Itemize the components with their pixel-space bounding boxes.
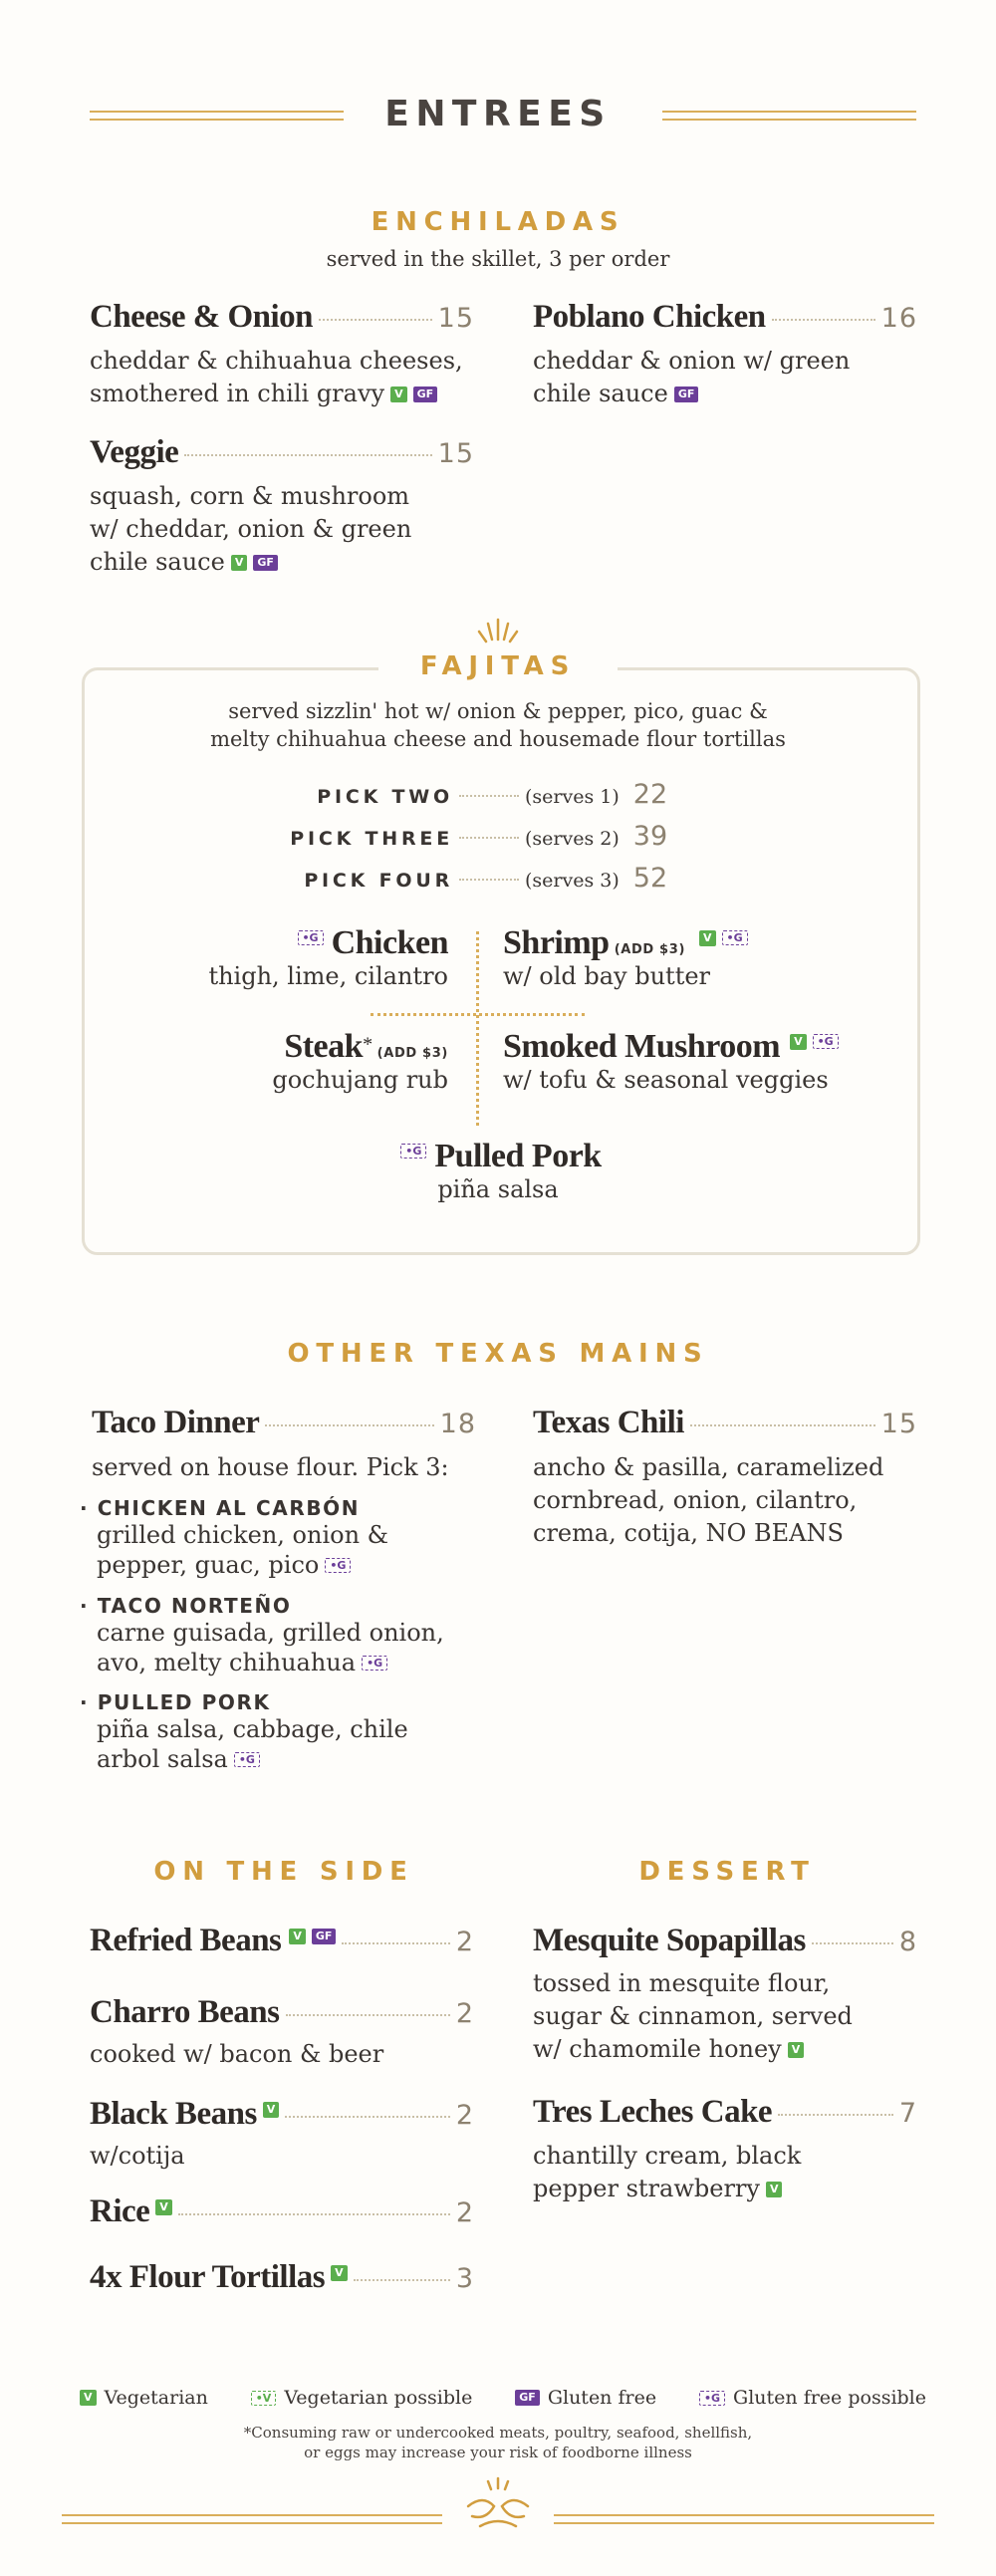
pick-label: PICK TWO bbox=[317, 786, 453, 808]
menu-item-mesquite-sopapillas bbox=[533, 1923, 917, 1959]
note-line: or eggs may increase your risk of foodborne illness bbox=[304, 2444, 692, 2461]
note-line: *Consuming raw or undercooked meats, poultry, seafood, shellfish, bbox=[243, 2424, 753, 2442]
item-price: 16 bbox=[880, 303, 917, 334]
dot-leader bbox=[319, 319, 432, 321]
item-price: 2 bbox=[455, 1998, 474, 2029]
item-name: Poblano Chicken bbox=[533, 299, 766, 335]
gluten-free-possible-badge-icon: •G bbox=[699, 2391, 725, 2406]
vegetarian-badge-icon: V bbox=[231, 555, 248, 571]
dot-leader bbox=[812, 1942, 893, 1944]
dot-leader bbox=[342, 1942, 449, 1944]
option-title: PULLED PORK bbox=[97, 1690, 271, 1714]
add-price: (ADD $3) bbox=[614, 942, 686, 957]
item-name: Refried Beans bbox=[90, 1923, 282, 1958]
desc-line: w/ cheddar, onion & green bbox=[90, 515, 412, 543]
item-name: 4x Flour Tortillas bbox=[90, 2259, 326, 2295]
vegetarian-badge-icon: V bbox=[699, 930, 716, 946]
footer-rule-right bbox=[554, 2514, 934, 2524]
taco-option bbox=[80, 1690, 518, 1774]
menu-item-rice bbox=[90, 2193, 474, 2230]
vegetarian-badge-icon: V bbox=[790, 1034, 807, 1050]
desc-text: w/ chamomile honey bbox=[533, 2035, 782, 2063]
sizzle-icon bbox=[473, 616, 523, 645]
pick-price: 39 bbox=[632, 821, 668, 852]
desc-text: pepper strawberry bbox=[533, 2175, 760, 2202]
legend-item bbox=[699, 2387, 926, 2409]
gluten-free-badge-icon: GF bbox=[674, 386, 699, 402]
gluten-free-badge-icon: GF bbox=[253, 555, 278, 571]
desc-line: tossed in mesquite flour, bbox=[533, 1969, 831, 1997]
pick-serves: (serves 1) bbox=[525, 786, 620, 808]
item-description bbox=[533, 1451, 951, 1550]
item-price: 18 bbox=[439, 1409, 476, 1439]
add-price: (ADD $3) bbox=[376, 1046, 448, 1061]
vegetarian-possible-badge-icon: •V bbox=[251, 2391, 277, 2406]
item-price: 3 bbox=[455, 2263, 474, 2294]
item-price: 2 bbox=[455, 2100, 474, 2131]
taco-option-desc bbox=[80, 1520, 518, 1580]
protein-desc: piña salsa bbox=[437, 1175, 559, 1203]
desc-line: cornbread, onion, cilantro, bbox=[533, 1486, 858, 1514]
protein-name: Chicken bbox=[331, 924, 448, 961]
dot-leader bbox=[285, 2116, 450, 2118]
pick-serves: (serves 2) bbox=[525, 828, 620, 850]
bullet: · bbox=[80, 1496, 90, 1520]
gluten-free-possible-badge-icon: •G bbox=[722, 930, 748, 945]
dot-leader bbox=[459, 879, 519, 881]
menu-item-charro-beans bbox=[90, 1994, 474, 2031]
item-name: Tres Leches Cake bbox=[533, 2094, 773, 2130]
desc-line: ancho & pasilla, caramelized bbox=[533, 1453, 884, 1481]
vegetarian-badge-icon: V bbox=[331, 2265, 348, 2281]
taco-option bbox=[80, 1594, 518, 1677]
vegetarian-badge-icon: V bbox=[289, 1929, 306, 1944]
option-title: CHICKEN AL CARBÓN bbox=[97, 1496, 361, 1520]
gluten-free-possible-badge-icon: •G bbox=[234, 1752, 260, 1767]
desc-line bbox=[90, 546, 508, 579]
protein-shrimp bbox=[503, 924, 881, 990]
item-name: Charro Beans bbox=[90, 1994, 280, 2030]
page-title: ENTREES bbox=[384, 94, 612, 134]
protein-desc: w/ tofu & seasonal veggies bbox=[503, 1066, 829, 1094]
dot-leader bbox=[778, 2114, 893, 2116]
item-description bbox=[533, 1967, 951, 2066]
pick-row bbox=[279, 821, 717, 852]
gluten-free-possible-badge-icon: •G bbox=[362, 1656, 387, 1671]
desc-line bbox=[533, 2173, 951, 2205]
protein-name: Steak bbox=[284, 1028, 364, 1065]
pick-serves: (serves 3) bbox=[525, 870, 620, 892]
taco-option-name bbox=[80, 1690, 518, 1714]
desc-line: cheddar & chihuahua cheeses, bbox=[90, 347, 463, 375]
desc-text: chile sauce bbox=[90, 548, 225, 576]
raw-warning-asterisk: * bbox=[363, 1033, 373, 1056]
pick-row bbox=[279, 863, 717, 894]
menu-item-flour-tortillas bbox=[90, 2259, 474, 2296]
gluten-free-possible-badge-icon: •G bbox=[813, 1034, 839, 1049]
subtitle-line: served sizzlin' hot w/ onion & pepper, pico, guac & bbox=[228, 699, 768, 723]
item-description bbox=[90, 345, 508, 410]
subtitle-line: melty chihuahua cheese and housemade flour tortillas bbox=[210, 727, 786, 751]
dot-leader bbox=[459, 837, 519, 839]
item-price: 15 bbox=[880, 1409, 917, 1439]
protein-desc: thigh, lime, cilantro bbox=[208, 962, 448, 990]
pick-label: PICK THREE bbox=[290, 828, 453, 850]
gluten-free-badge-icon: GF bbox=[515, 2390, 540, 2406]
gluten-free-badge-icon: GF bbox=[413, 386, 438, 402]
footer-rule-left bbox=[62, 2514, 442, 2524]
protein-name: Shrimp bbox=[503, 924, 610, 961]
section-subtitle-fajitas bbox=[0, 697, 996, 753]
legend-item bbox=[80, 2387, 208, 2409]
protein-divider-horizontal bbox=[371, 1013, 585, 1016]
vegetarian-badge-icon: V bbox=[263, 2102, 280, 2118]
pick-row bbox=[279, 779, 717, 810]
item-description: cooked w/ bacon & beer bbox=[90, 2040, 384, 2068]
protein-name: Pulled Pork bbox=[434, 1138, 602, 1174]
item-description bbox=[533, 345, 931, 410]
menu-item-tres-leches bbox=[533, 2094, 917, 2131]
desc-text: chile sauce bbox=[533, 380, 668, 407]
menu-item-texas-chili bbox=[533, 1405, 917, 1441]
protein-pulled-pork bbox=[299, 1138, 697, 1203]
desc-line: crema, cotija, NO BEANS bbox=[533, 1519, 844, 1547]
legend-item bbox=[251, 2387, 473, 2409]
item-name: Taco Dinner bbox=[92, 1405, 260, 1440]
menu-item-refried-beans bbox=[90, 1923, 474, 1959]
protein-divider-vertical bbox=[476, 931, 479, 1126]
section-title-dessert: DESSERT bbox=[638, 1857, 816, 1887]
desc-line bbox=[533, 2033, 951, 2066]
desc-text: arbol salsa bbox=[97, 1745, 228, 1773]
section-title-sides: ON THE SIDE bbox=[153, 1857, 414, 1887]
pick-label: PICK FOUR bbox=[304, 870, 453, 892]
desc-line bbox=[97, 1648, 518, 1677]
dot-leader bbox=[690, 1424, 875, 1426]
item-description bbox=[533, 2140, 951, 2205]
taco-option bbox=[80, 1496, 518, 1580]
desc-line bbox=[97, 1550, 518, 1580]
food-safety-note bbox=[0, 2423, 996, 2462]
legend-label: Vegetarian possible bbox=[284, 2387, 473, 2409]
legend-label: Vegetarian bbox=[104, 2387, 208, 2409]
desc-line bbox=[90, 378, 508, 410]
item-price: 15 bbox=[437, 303, 474, 334]
vegetarian-badge-icon: V bbox=[390, 386, 407, 402]
pick-price: 22 bbox=[632, 779, 668, 810]
legend-label: Gluten free bbox=[547, 2387, 657, 2409]
item-description: served on house flour. Pick 3: bbox=[92, 1453, 449, 1481]
desc-line bbox=[97, 1744, 518, 1774]
desc-text: pepper, guac, pico bbox=[97, 1551, 320, 1579]
protein-steak bbox=[149, 1028, 448, 1094]
desc-line bbox=[533, 378, 931, 410]
section-title-enchiladas: ENCHILADAS bbox=[371, 207, 625, 237]
menu-item-taco-dinner bbox=[92, 1405, 476, 1441]
desc-line: chantilly cream, black bbox=[533, 2142, 802, 2170]
item-name: Cheese & Onion bbox=[90, 299, 313, 335]
gluten-free-badge-icon: GF bbox=[312, 1929, 337, 1944]
protein-desc: w/ old bay butter bbox=[503, 962, 711, 990]
taco-option-name bbox=[80, 1594, 518, 1618]
gluten-free-possible-badge-icon: •G bbox=[298, 930, 324, 945]
protein-desc: gochujang rub bbox=[272, 1066, 448, 1094]
gluten-free-possible-badge-icon: •G bbox=[400, 1144, 426, 1159]
protein-chicken bbox=[149, 924, 448, 990]
vegetarian-badge-icon: V bbox=[788, 2042, 805, 2058]
item-name: Mesquite Sopapillas bbox=[533, 1923, 806, 1958]
desc-text: smothered in chili gravy bbox=[90, 380, 385, 407]
taco-option-desc bbox=[80, 1714, 518, 1774]
desc-line: piña salsa, cabbage, chile bbox=[97, 1715, 408, 1743]
protein-name: Smoked Mushroom bbox=[503, 1028, 781, 1065]
dot-leader bbox=[354, 2279, 450, 2281]
item-description bbox=[90, 480, 508, 579]
option-title: TACO NORTEÑO bbox=[97, 1594, 292, 1618]
dot-leader bbox=[178, 2213, 450, 2215]
section-subtitle-enchiladas: served in the skillet, 3 per order bbox=[326, 247, 670, 271]
legend-label: Gluten free possible bbox=[733, 2387, 926, 2409]
dot-leader bbox=[265, 1424, 433, 1426]
dietary-legend bbox=[80, 2387, 926, 2409]
desc-line: grilled chicken, onion & bbox=[97, 1521, 389, 1549]
item-price: 8 bbox=[898, 1927, 917, 1957]
desc-text: avo, melty chihuahua bbox=[97, 1649, 357, 1676]
header-rule-left bbox=[90, 111, 344, 121]
item-name: Veggie bbox=[90, 434, 179, 470]
bullet: · bbox=[80, 1594, 90, 1618]
menu-item-black-beans bbox=[90, 2096, 474, 2133]
item-description: w/cotija bbox=[90, 2142, 185, 2170]
bullet: · bbox=[80, 1690, 90, 1714]
taco-option-desc bbox=[80, 1618, 518, 1677]
dot-leader bbox=[286, 2014, 450, 2016]
item-price: 2 bbox=[455, 1927, 474, 1957]
item-price: 7 bbox=[898, 2098, 917, 2129]
menu-item-cheese-onion bbox=[90, 299, 474, 336]
dot-leader bbox=[459, 795, 519, 797]
desc-line: sugar & cinnamon, served bbox=[533, 2002, 853, 2030]
desc-line: carne guisada, grilled onion, bbox=[97, 1619, 444, 1647]
logo-mark-icon bbox=[458, 2476, 538, 2536]
gluten-free-possible-badge-icon: •G bbox=[325, 1558, 351, 1573]
section-title-fajitas: FAJITAS bbox=[378, 651, 618, 681]
header-rule-right bbox=[662, 111, 916, 121]
item-price: 2 bbox=[455, 2197, 474, 2228]
pick-price: 52 bbox=[632, 863, 668, 894]
desc-line: cheddar & onion w/ green bbox=[533, 347, 851, 375]
desc-line: squash, corn & mushroom bbox=[90, 482, 410, 510]
dot-leader bbox=[184, 454, 431, 456]
menu-item-poblano-chicken bbox=[533, 299, 917, 336]
dot-leader bbox=[772, 319, 875, 321]
menu-item-veggie bbox=[90, 434, 474, 471]
item-name: Rice bbox=[90, 2193, 150, 2229]
section-title-other-mains: OTHER TEXAS MAINS bbox=[287, 1339, 709, 1369]
item-name: Texas Chili bbox=[533, 1405, 684, 1440]
vegetarian-badge-icon: V bbox=[155, 2199, 172, 2215]
taco-option-name bbox=[80, 1496, 518, 1520]
item-name: Black Beans bbox=[90, 2096, 257, 2132]
item-price: 15 bbox=[437, 438, 474, 469]
legend-item bbox=[515, 2387, 656, 2409]
protein-smoked-mushroom bbox=[503, 1028, 901, 1094]
vegetarian-badge-icon: V bbox=[766, 2182, 783, 2197]
vegetarian-badge-icon: V bbox=[80, 2390, 97, 2406]
